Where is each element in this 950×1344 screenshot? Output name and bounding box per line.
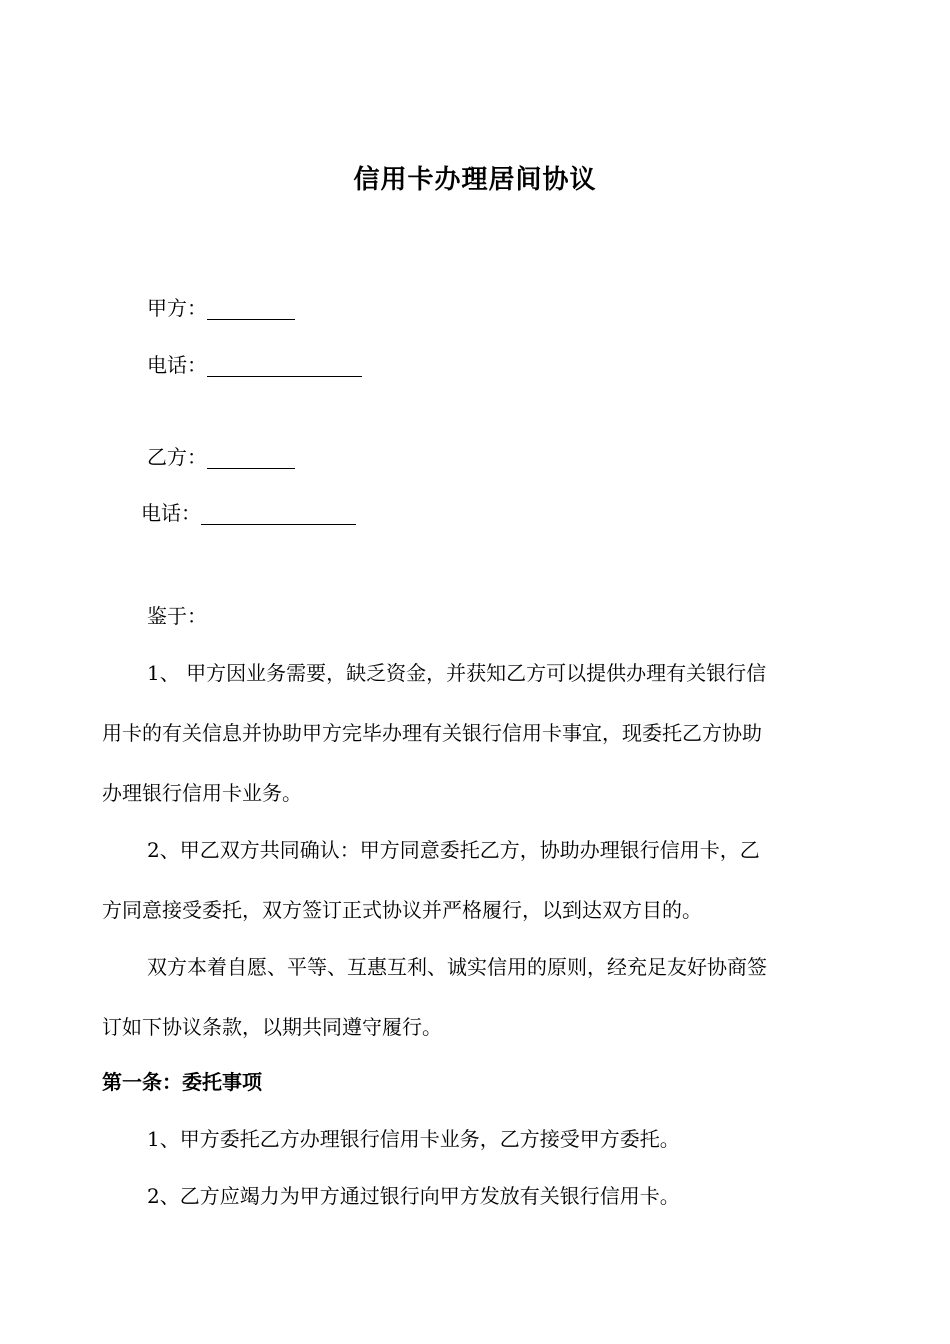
- party-b-phone-field: [141, 497, 356, 529]
- clause1-line1: 1、 甲方因业务需要，缺乏资金，并获知乙方可以提供办理有关银行信: [147, 661, 767, 685]
- party-a-field: [147, 292, 295, 324]
- clause1-line3: 办理银行信用卡业务。: [102, 781, 302, 805]
- clause1-line2: 用卡的有关信息并协助甲方完毕办理有关银行信用卡事宜，现委托乙方协助: [102, 721, 762, 745]
- clause2-line1: 2、甲乙双方共同确认：甲方同意委托乙方，协助办理银行信用卡，乙: [147, 838, 760, 862]
- party-a-phone-field: [147, 349, 362, 381]
- party-a-blank: [207, 295, 295, 320]
- whereas-label: 鉴于：: [147, 604, 207, 628]
- principle-line2: 订如下协议条款，以期共同遵守履行。: [102, 1015, 442, 1039]
- article1-item2: 2、乙方应竭力为甲方通过银行向甲方发放有关银行信用卡。: [147, 1184, 680, 1208]
- party-a-phone-blank: [207, 352, 362, 377]
- article1-item1: 1、甲方委托乙方办理银行信用卡业务，乙方接受甲方委托。: [147, 1127, 680, 1151]
- party-b-phone-blank: [201, 500, 356, 525]
- party-a-phone-label: 电话：: [147, 353, 207, 377]
- party-b-label: 乙方：: [147, 445, 207, 469]
- document-title: 信用卡办理居间协议: [353, 165, 597, 195]
- party-b-phone-label: 电话：: [141, 501, 201, 525]
- clause2-line2: 方同意接受委托，双方签订正式协议并严格履行，以到达双方目的。: [102, 898, 702, 922]
- party-b-field: [147, 441, 295, 473]
- party-a-label: 甲方：: [147, 296, 207, 320]
- principle-line1: 双方本着自愿、平等、互惠互利、诚实信用的原则，经充足友好协商签: [147, 955, 767, 979]
- party-b-blank: [207, 444, 295, 469]
- article1-heading: 第一条：委托事项: [102, 1070, 262, 1094]
